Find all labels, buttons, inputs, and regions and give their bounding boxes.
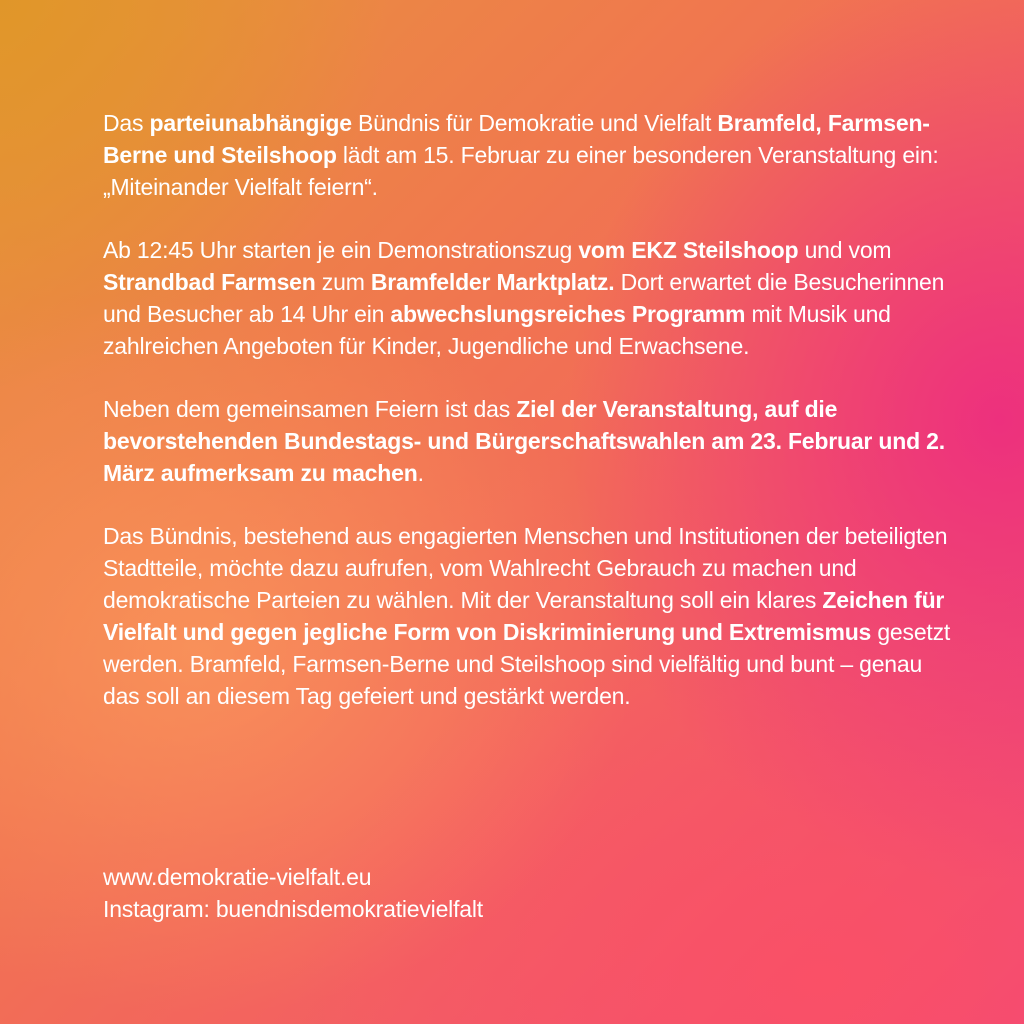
text-segment-bold: abwechslungsreiches Programm [390, 301, 746, 327]
text-segment: lädt am 15. Februar zu einer besonderen Veranstaltung ein: „Miteinander Vielfalt feiern“. [103, 142, 939, 200]
text-segment: Bündnis für Demokratie und Vielfalt [351, 110, 718, 136]
paragraph-intro [103, 107, 953, 203]
paragraph-alliance [103, 520, 953, 712]
text-segment: . [417, 460, 424, 486]
text-segment-bold: Zeichen für Vielfalt und gegen jegliche Form von Diskriminierung und Extremismus [103, 587, 945, 645]
text-segment-bold: parteiunabhängige [149, 110, 352, 136]
footer-contact [103, 861, 953, 925]
text-segment-bold: vom EKZ Steilshoop [578, 237, 799, 263]
text-segment: gesetzt werden. Bramfeld, Farmsen-Berne und Steilshoop sind vielfältig und bunt – genau das soll an diesem Tag gefeiert und gestärkt werden. [103, 619, 951, 709]
text-segment: mit Musik und zahlreichen Angeboten für Kinder, Jugendliche und Erwachsene. [103, 301, 891, 359]
text-segment: Dort erwartet die Besucherinnen und Besucher ab 14 Uhr ein [103, 269, 945, 327]
text-segment-bold: Bramfeld, Farmsen-Berne und Steilshoop [103, 110, 930, 168]
text-segment: zum [315, 269, 371, 295]
instagram-handle[interactable]: Instagram: buendnisdemokratievielfalt [103, 896, 483, 922]
paragraph-program [103, 234, 953, 362]
website-link[interactable]: www.demokratie-vielfalt.eu [103, 864, 372, 890]
text-segment: und vom [798, 237, 892, 263]
text-segment: Das Bündnis, bestehend aus engagierten Menschen und Institutionen der beteiligten Stadtteile, möchte dazu aufrufen, vom Wahlrecht Gebrauch zu machen und demokratische Parteien zu wählen. Mit der Veranstaltung soll ein klares [103, 523, 948, 613]
text-segment-bold: Bramfelder Marktplatz. [370, 269, 615, 295]
paragraph-goal [103, 393, 953, 489]
text-segment: Neben dem gemeinsamen Feiern ist das [103, 396, 517, 422]
announcement-text [103, 107, 953, 743]
text-segment: Ab 12:45 Uhr starten je ein Demonstrationszug [103, 237, 579, 263]
text-segment-bold: Ziel der Veranstaltung, auf die bevorstehenden Bundestags- und Bürgerschaftswahlen am 23. Februar und 2. März aufmerksam zu machen [103, 396, 945, 486]
text-segment: Das [103, 110, 150, 136]
text-segment-bold: Strandbad Farmsen [103, 269, 316, 295]
